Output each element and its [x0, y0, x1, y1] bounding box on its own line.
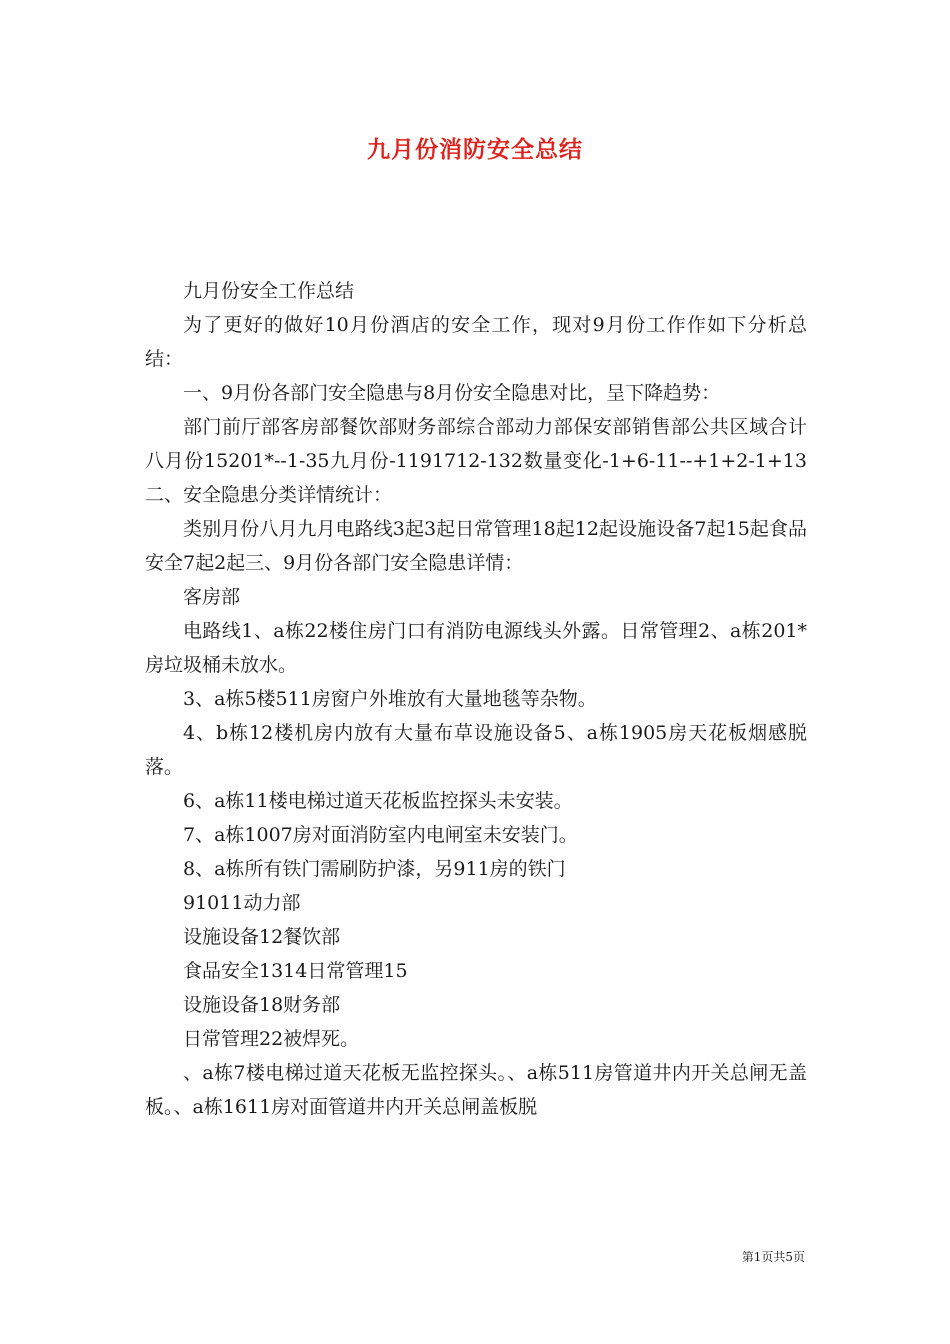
- paragraph: 设施设备12餐饮部: [183, 926, 341, 948]
- paragraph: 、a栋7楼电梯过道天花板无监控探头。、a栋511房管道井内开关总闸无盖板。、a栋1611房对面管道井内开关总闸盖板脱: [145, 1062, 807, 1118]
- document-body: [145, 274, 807, 1124]
- paragraph: 部门前厅部客房部餐饮部财务部综合部动力部保安部销售部公共区域合计八月份15201*--1-35九月份-1191712-132数量变化-1+6-11--+1+2-1+13二、安全隐患分类详情统计：: [145, 416, 807, 506]
- paragraph: 电路线1、a栋22楼住房门口有消防电源线头外露。日常管理2、a栋201*房垃圾桶未放水。: [145, 620, 807, 676]
- paragraph: 8、a栋所有铁门需刷防护漆，另911房的铁门: [183, 858, 566, 880]
- paragraph: 日常管理22被焊死。: [183, 1028, 360, 1050]
- paragraph: 7、a栋1007房对面消防室内电闸室未安装门。: [183, 824, 578, 846]
- paragraph: 一、9月份各部门安全隐患与8月份安全隐患对比，呈下降趋势：: [183, 382, 721, 404]
- document-title: 九月份消防安全总结: [367, 136, 583, 163]
- paragraph: 91011动力部: [183, 892, 301, 914]
- page-footer: [742, 1248, 805, 1265]
- paragraph: 类别月份八月九月电路线3起3起日常管理18起12起设施设备7起15起食品安全7起2起三、9月份各部门安全隐患详情：: [145, 518, 807, 574]
- paragraph: 为了更好的做好10月份酒店的安全工作，现对9月份工作作如下分析总结：: [145, 314, 807, 370]
- paragraph: 食品安全1314日常管理15: [183, 960, 408, 982]
- page-number-label: 第1页共5页: [741, 1250, 805, 1264]
- paragraph: 设施设备18财务部: [183, 994, 341, 1016]
- paragraph: 4、b栋12楼机房内放有大量布草设施设备5、a栋1905房天花板烟感脱落。: [145, 722, 807, 778]
- paragraph: 6、a栋11楼电梯过道天花板监控探头未安装。: [183, 790, 573, 812]
- paragraph: 客房部: [183, 586, 241, 608]
- paragraph: 3、a栋5楼511房窗户外堆放有大量地毯等杂物。: [183, 688, 597, 710]
- paragraph: 九月份安全工作总结: [183, 280, 355, 302]
